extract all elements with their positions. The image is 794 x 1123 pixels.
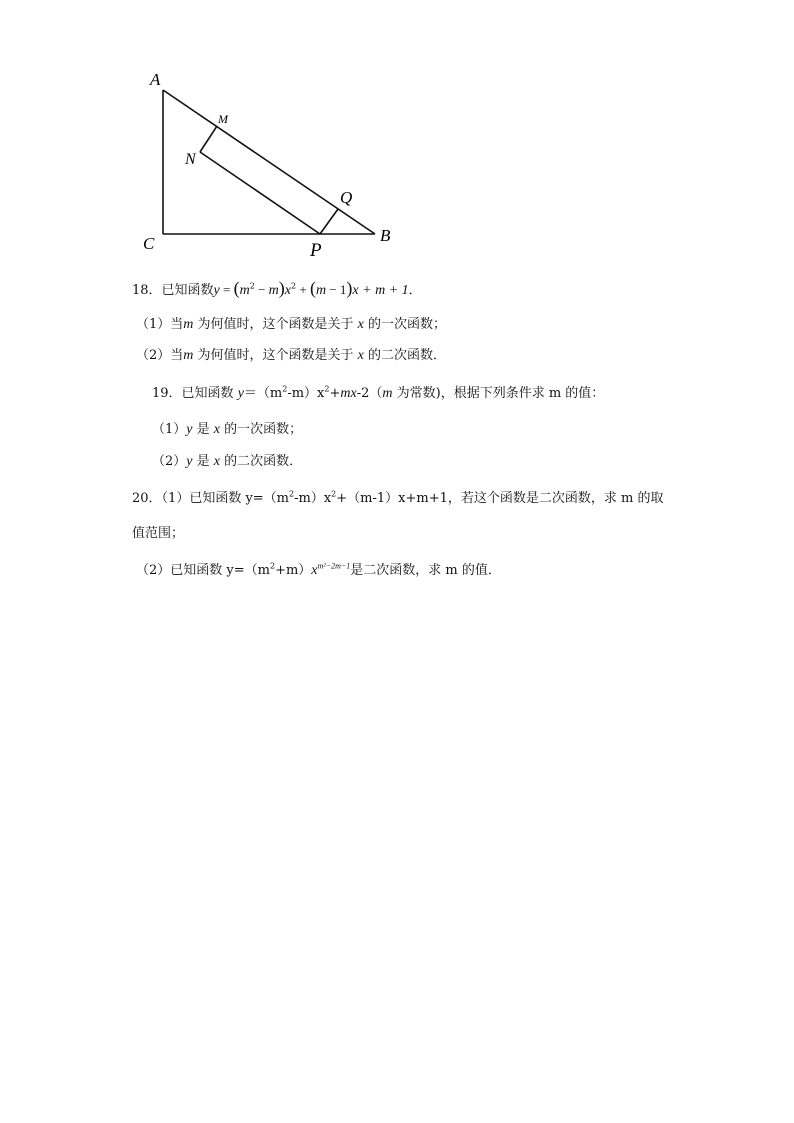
label-M: M <box>218 112 228 126</box>
label-Q: Q <box>340 188 353 207</box>
q19-part2: （2）y 是 x 的二次函数． <box>152 454 303 469</box>
q18-part1: （1）当m 为何值时，这个函数是关于 x 的一次函数； <box>136 317 447 332</box>
q18-statement: 18．已知函数$y = (m^2 - m)x^2 + (m - 1)x + m + 1$． <box>132 278 422 298</box>
q20-part1-line2: 值范围； <box>132 526 185 541</box>
q19-statement: 19．已知函数 $y=(m^2-m)x^2+mx-2(m$ 为常数)，根据下列条件求 m 的值： <box>152 384 605 401</box>
q18-part2: （2）当m 为何值时，这个函数是关于 x 的二次函数． <box>136 348 447 363</box>
label-C: C <box>143 234 155 253</box>
segment-NP <box>200 152 320 234</box>
q19-part1: （1）y 是 x 的一次函数； <box>152 422 303 437</box>
label-N: N <box>185 151 196 168</box>
q20-part2: （2）已知函数 $y=(m^2+m)x^{m^2-2m-1}$是二次函数，求 m 的值． <box>136 561 501 578</box>
triangle-figure <box>130 60 410 270</box>
segment-MN <box>200 126 217 152</box>
q20-part1-line1: 20．（1）已知函数 $y=(m^2-m)x^2+(m-1)x+m+1$，若这个函数是二次函数，求 m 的取 <box>132 489 664 506</box>
label-A: A <box>150 70 161 89</box>
label-P: P <box>310 240 322 261</box>
segment-PQ <box>320 209 338 234</box>
label-B: B <box>380 226 391 245</box>
